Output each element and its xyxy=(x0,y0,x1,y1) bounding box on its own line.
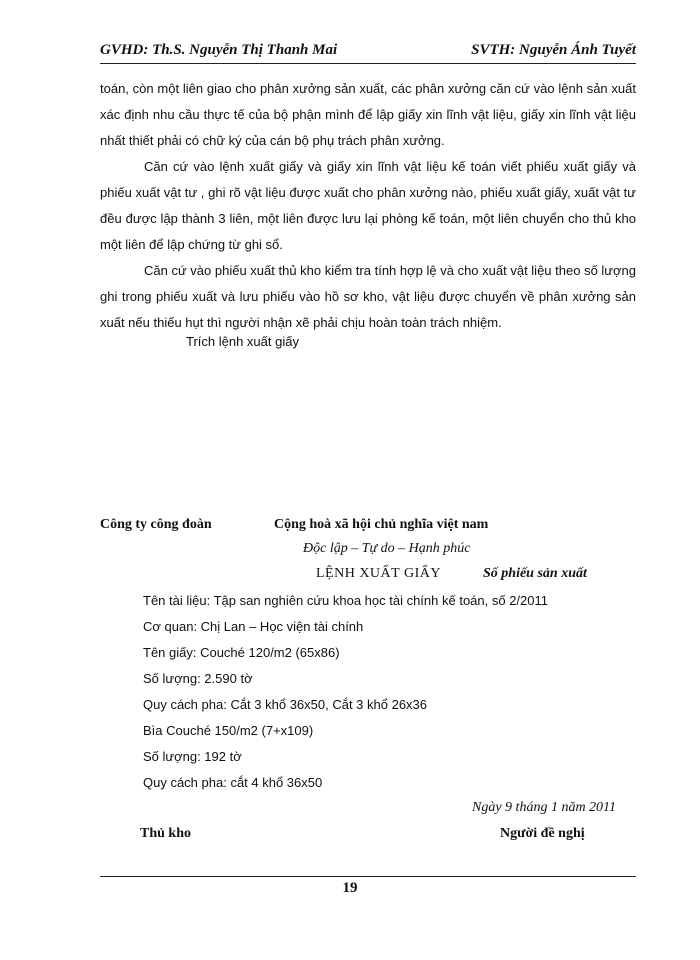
paragraph-2: Căn cứ vào lệnh xuất giấy và giấy xin lĩnh vật liệu kế toán viết phiếu xuất giấy và phiếu xuất vật tư , ghi rõ vật liệu được xuất cho phân xưởng nào, phiếu xuất giấy, xuất vật tư đều được lập thành 3 liên, một liên được lưu lại phòng kế toán, một liên chuyển cho thủ kho một liên để lập chứng từ ghi sổ. xyxy=(100,159,636,252)
body-text xyxy=(100,76,636,336)
field-agency: Cơ quan: Chị Lan – Học viện tài chính xyxy=(143,619,364,634)
company-name: Công ty công đoàn xyxy=(100,517,212,532)
footer-rule xyxy=(100,876,636,877)
student-label: SVTH: Nguyễn Ánh Tuyết xyxy=(471,42,636,58)
field-cover-paper: Bìa Couché 150/m2 (7+x109) xyxy=(143,723,314,738)
page-number: 19 xyxy=(342,880,358,896)
form-title: LỆNH XUẤT GIẤY xyxy=(316,566,441,581)
excerpt-caption: Trích lệnh xuất giấy xyxy=(186,334,299,349)
signature-storekeeper: Thủ kho xyxy=(140,826,191,841)
paragraph-1: toán, còn một liên giao cho phân xưởng sản xuất, các phân xưởng căn cứ vào lệnh sản xuất xác định nhu cầu thực tế của bộ phận mình để lập giấy xin lĩnh vật liệu, giấy xin lĩnh vật liệu nhất thiết phải có chữ ký của cán bộ phụ trách phân xưởng. xyxy=(100,81,636,148)
field-document-name: Tên tài liệu: Tập san nghiên cứu khoa học tài chính kế toán, số 2/2011 xyxy=(143,593,548,608)
signature-requester: Người đề nghị xyxy=(500,826,585,841)
field-quantity: Số lượng: 2.590 tờ xyxy=(143,671,253,686)
national-motto: Độc lập – Tự do – Hạnh phúc xyxy=(303,541,471,556)
form-date: Ngày 9 tháng 1 năm 2011 xyxy=(472,800,617,815)
field-cut-spec: Quy cách pha: Cắt 3 khổ 36x50, Cắt 3 khổ 26x36 xyxy=(143,697,428,712)
page-header xyxy=(100,42,636,64)
field-cover-cut-spec: Quy cách pha: cắt 4 khổ 36x50 xyxy=(143,775,323,790)
header-rule xyxy=(100,63,636,64)
nation-title: Cộng hoà xã hội chủ nghĩa việt nam xyxy=(274,517,489,532)
instructor-label: GVHD: Th.S. Nguyễn Thị Thanh Mai xyxy=(100,42,338,58)
field-paper-name: Tên giấy: Couché 120/m2 (65x86) xyxy=(143,645,340,660)
paragraph-3: Căn cứ vào phiếu xuất thủ kho kiểm tra tính hợp lệ và cho xuất vật liệu theo số lượng ghi trong phiếu xuất và lưu phiếu vào hồ sơ kho, vật liệu được chuyển về phân xưởng sản xuất nếu thiếu hụt thì người nhận xẽ phải chịu hoàn toàn trách nhiệm. xyxy=(100,263,636,330)
field-cover-quantity: Số lượng: 192 tờ xyxy=(143,749,242,764)
document-number-label: Số phiếu sản xuất xyxy=(483,566,587,581)
